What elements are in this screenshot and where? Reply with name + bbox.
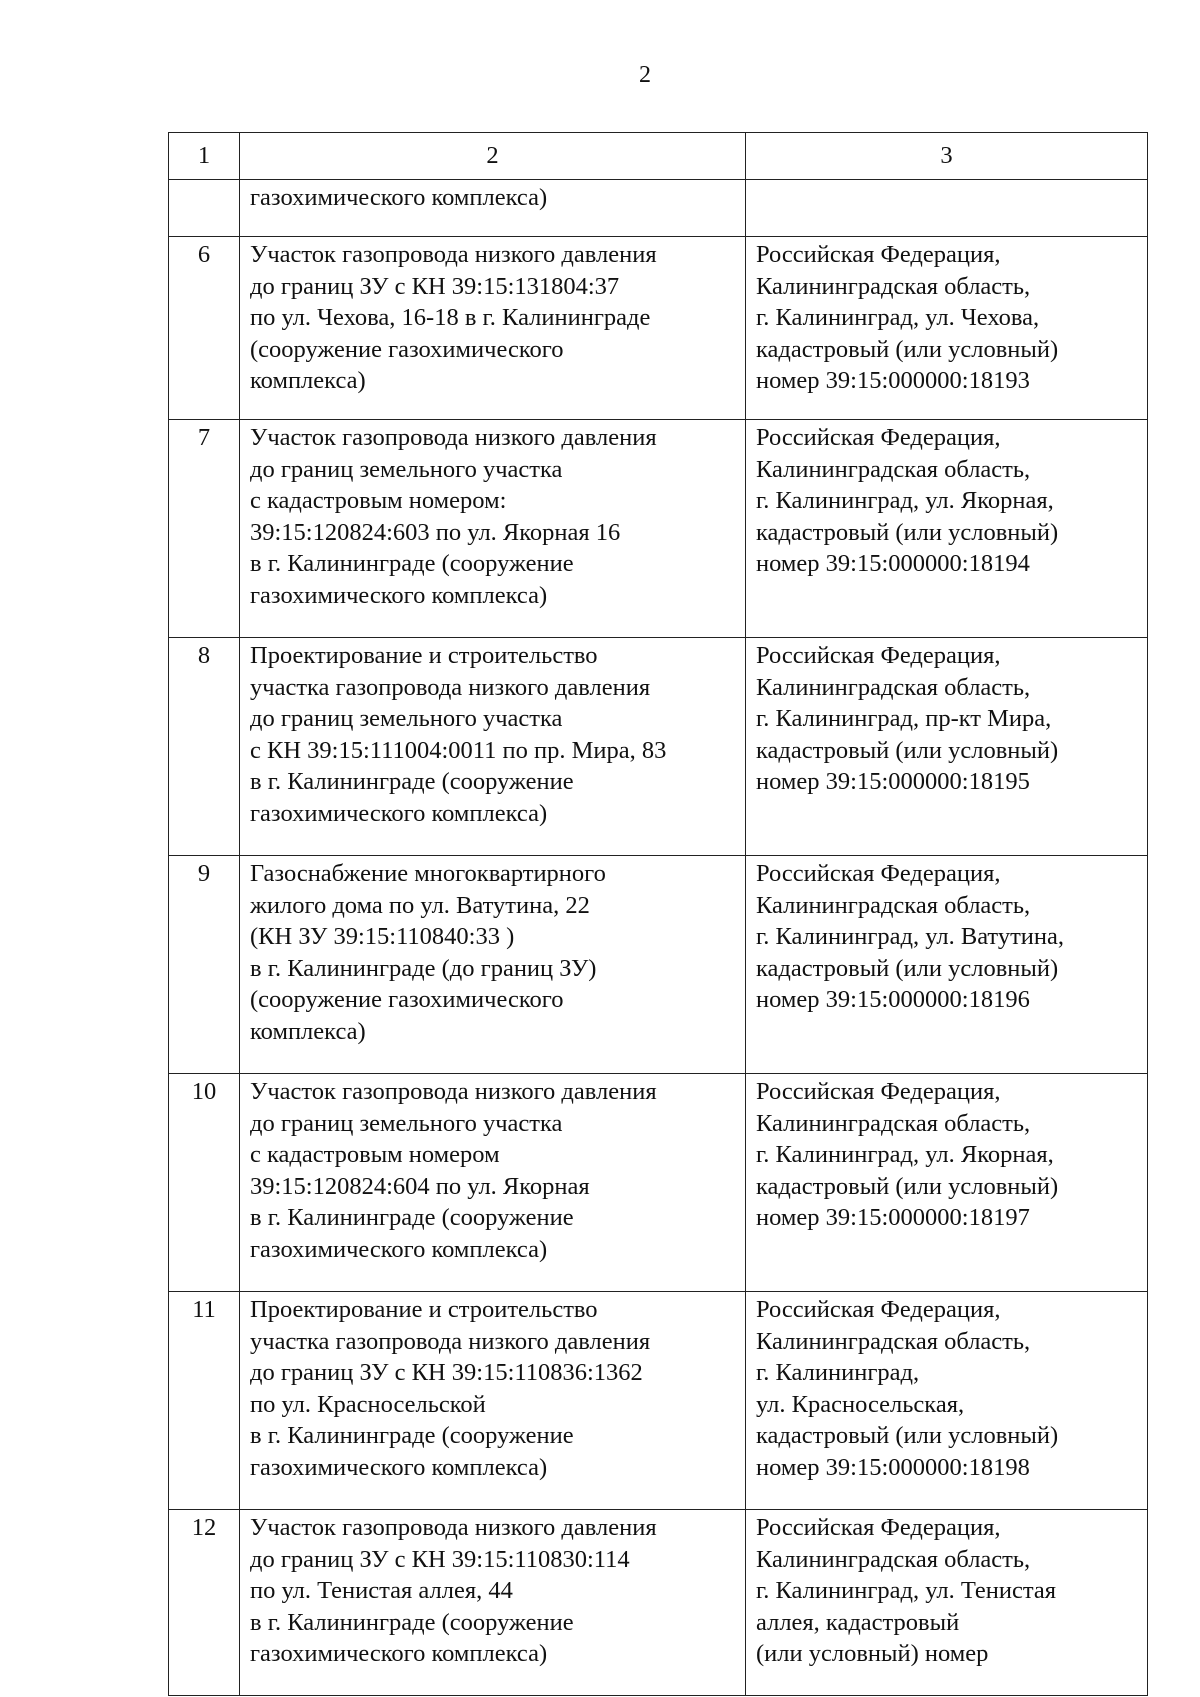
row-number-cell [169,180,240,237]
address-cell [746,1074,1148,1292]
object-name-cell-line: участка газопровода низкого давления [250,1327,651,1355]
header-cell: 1 [169,133,240,180]
object-name-cell-line: газохимического комплекса) [250,1453,548,1481]
address-cell-line: Российская Федерация, [756,1514,1001,1541]
object-name-cell [240,856,746,1074]
object-name-cell-line: Участок газопровода низкого давления [250,1078,657,1105]
address-cell-line: г. Калининград, ул. Якорная, [756,487,1054,514]
object-name-cell [240,237,746,420]
object-name-cell-line: Участок газопровода низкого давления [250,424,657,451]
object-name-cell-line: в г. Калининграде (сооружение [250,768,574,795]
row-number-cell: 9 [169,856,240,1074]
address-cell-line: Калининградская область, [756,1327,1031,1355]
address-cell [746,1510,1148,1696]
address-cell [746,180,1148,237]
object-name-cell [240,638,746,856]
address-cell-line: номер 39:15:000000:18196 [756,986,1030,1013]
header-cell: 2 [240,133,746,180]
table-row [169,856,1148,1074]
address-cell-line: Российская Федерация, [756,860,1001,887]
object-name-cell-line: с кадастровым номером: [250,487,507,514]
object-name-cell-line: газохимического комплекса) [250,581,548,609]
page-number: 2 [639,62,651,88]
object-name-cell [240,1510,746,1696]
object-name-cell-line: до границ земельного участка [250,1109,563,1137]
address-cell-line: г. Калининград, ул. Чехова, [756,304,1040,331]
address-cell-line: номер 39:15:000000:18193 [756,367,1030,394]
object-name-cell-line: по ул. Тенистая аллея, 44 [250,1577,513,1604]
object-name-cell-line: до границ земельного участка [250,705,563,732]
address-cell-line: Калининградская область, [756,891,1031,919]
object-name-cell-line: в г. Калининграде (до границ ЗУ) [250,954,597,982]
address-cell-line: Калининградская область, [756,673,1031,701]
object-name-cell [240,1292,746,1510]
object-name-cell-line: жилого дома по ул. Ватутина, 22 [250,891,590,919]
object-name-cell-line: до границ ЗУ с КН 39:15:110836:1362 [250,1359,643,1386]
address-cell-line: Российская Федерация, [756,424,1001,451]
address-cell-line: ул. Красносельская, [756,1390,965,1418]
address-cell-line: кадастровый (или условный) [756,518,1059,546]
object-name-cell-line: Газоснабжение многоквартирного [250,860,606,887]
address-cell-line: (или условный) номер [756,1640,989,1667]
object-name-cell-line: с кадастровым номером [250,1141,500,1168]
object-name-cell-line: газохимического комплекса) [250,799,548,827]
address-cell [746,638,1148,856]
object-name-cell-line: в г. Калининграде (сооружение [250,1422,574,1449]
table-row [169,420,1148,638]
address-cell-line: номер 39:15:000000:18197 [756,1204,1030,1231]
row-number-cell: 11 [169,1292,240,1510]
address-cell-line: номер 39:15:000000:18195 [756,768,1030,795]
address-cell-line: Российская Федерация, [756,241,1001,268]
address-cell-line: Российская Федерация, [756,1296,1001,1323]
object-name-cell-line: Участок газопровода низкого давления [250,241,657,268]
row-number-cell: 6 [169,237,240,420]
object-name-cell-line: до границ ЗУ с КН 39:15:110830:114 [250,1545,630,1573]
address-cell-line: г. Калининград, ул. Ватутина, [756,923,1064,950]
row-number-cell: 7 [169,420,240,638]
object-name-cell-line: Проектирование и строительство [250,1296,598,1323]
row-number-cell: 12 [169,1510,240,1696]
property-table [168,132,1148,1696]
object-name-cell-line: до границ ЗУ с КН 39:15:131804:37 [250,272,620,300]
address-cell [746,856,1148,1074]
row-number-cell: 8 [169,638,240,856]
address-cell-line: Калининградская область, [756,272,1031,300]
address-cell-line: г. Калининград, пр-кт Мира, [756,705,1052,732]
row-number-cell: 10 [169,1074,240,1292]
address-cell-line: Калининградская область, [756,1109,1031,1137]
address-cell-line: номер 39:15:000000:18198 [756,1453,1030,1481]
header-cell: 3 [746,133,1148,180]
table-header-row [169,133,1148,180]
address-cell-line: г. Калининград, [756,1359,920,1386]
object-name-cell-line: (КН ЗУ 39:15:110840:33 ) [250,923,515,950]
object-name-cell-line: по ул. Чехова, 16-18 в г. Калининграде [250,304,651,331]
object-name-cell-line: газохимического комплекса) [250,1640,548,1667]
address-cell-line: кадастровый (или условный) [756,335,1059,363]
address-cell-line: аллея, кадастровый [756,1608,960,1636]
object-name-cell-line: Участок газопровода низкого давления [250,1514,657,1541]
address-cell-line: кадастровый (или условный) [756,736,1059,764]
object-name-cell-line: с КН 39:15:111004:0011 по пр. Мира, 83 [250,736,667,764]
object-name-cell [240,180,746,237]
table-row [169,638,1148,856]
address-cell [746,237,1148,420]
address-cell-line: кадастровый (или условный) [756,1172,1059,1200]
object-name-cell [240,420,746,638]
table-row [169,1292,1148,1510]
object-name-cell-line: по ул. Красносельской [250,1390,486,1418]
object-name-cell-line: в г. Калининграде (сооружение [250,1204,574,1231]
object-name-cell-line: Проектирование и строительство [250,642,598,669]
object-name-cell-line: (сооружение газохимического [250,335,564,363]
address-cell-line: кадастровый (или условный) [756,954,1059,982]
address-cell-line: г. Калининград, ул. Тенистая [756,1577,1057,1604]
object-name-cell [240,1074,746,1292]
address-cell [746,1292,1148,1510]
address-cell-line: Калининградская область, [756,455,1031,483]
address-cell-line: г. Калининград, ул. Якорная, [756,1141,1054,1168]
table-row [169,1074,1148,1292]
address-cell-line: номер 39:15:000000:18194 [756,550,1030,577]
table-row [169,237,1148,420]
object-name-cell-line: (сооружение газохимического [250,986,564,1013]
address-cell-line: Российская Федерация, [756,1078,1001,1105]
table-row [169,1510,1148,1696]
address-cell-line: Российская Федерация, [756,642,1001,669]
object-name-cell-line: в г. Калининграде (сооружение [250,550,574,577]
object-name-cell-line: комплекса) [250,1017,366,1045]
object-name-cell-line: до границ земельного участка [250,455,563,483]
object-name-cell-line: 39:15:120824:603 по ул. Якорная 16 [250,518,621,546]
address-cell-line: Калининградская область, [756,1545,1031,1573]
object-name-cell-line: участка газопровода низкого давления [250,673,651,701]
object-name-cell-line: в г. Калининграде (сооружение [250,1608,574,1636]
object-name-cell-line: 39:15:120824:604 по ул. Якорная [250,1172,590,1200]
object-name-cell-line: газохимического комплекса) [250,184,548,211]
object-name-cell-line: комплекса) [250,367,366,394]
address-cell [746,420,1148,638]
object-name-cell-line: газохимического комплекса) [250,1235,548,1263]
address-cell-line: кадастровый (или условный) [756,1422,1059,1449]
table-row-continuation [169,180,1148,237]
